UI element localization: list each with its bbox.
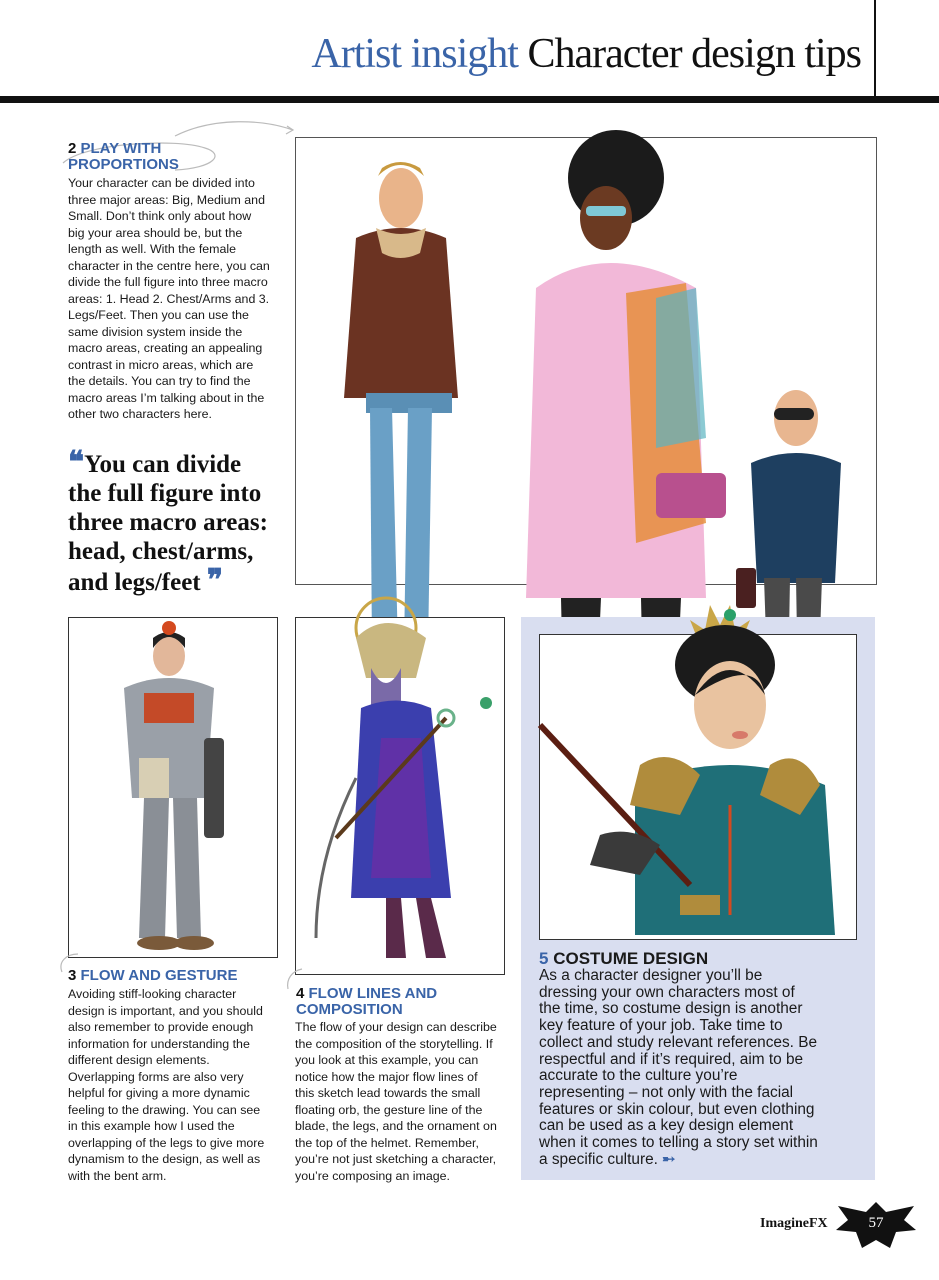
text-line: Overlapping forms are also very [68,1069,244,1084]
text-line: same division system inside the [68,324,243,339]
three-characters-frame [295,137,877,585]
text-line: Small. Don’t think only about how [68,209,252,223]
section2-title-line1: PLAY WITH [80,140,162,157]
text-line: floating orb, the gesture line of the [295,1102,483,1117]
text-line: key feature of your job. Take time to [539,1017,783,1035]
text-line: in this example how I used the [68,1119,235,1133]
text-line: also remember to provide enough [68,1020,254,1034]
text-line: the time, so costume design is another [539,1000,803,1018]
title-accent: Artist insight [311,31,518,77]
section2-title-line2: PROPORTIONS [68,156,179,173]
text-line: dynamism to the design, as well as [68,1152,261,1166]
text-line: macro areas I’m talking about in the [68,390,265,405]
text-line: divide the full figure into three macro [68,275,268,289]
three-characters-illustration [296,78,876,524]
text-line: representing – not only with the facial [539,1083,794,1101]
armored-soldier-illustration [69,618,277,957]
text-line: areas: 1. Head 2. Chest/Arms and 3. [68,291,270,306]
brand-logo: ImagineFX [760,1216,828,1231]
text-line: big your area should be, but the [68,225,243,240]
page-title [311,30,861,78]
section5-number: 5 [539,949,549,968]
quote-line: and legs/feet [68,569,201,596]
sorceress-illustration [296,598,504,954]
text-line: information for understanding the [68,1036,250,1051]
open-quote-icon: ❝ [68,446,85,479]
section3-heading [68,968,288,984]
section5-title: COSTUME DESIGN [553,949,709,968]
section5-heading [539,950,859,968]
flow-lines-frame [295,617,505,975]
text-line: you look at this example, you can [295,1053,479,1067]
continue-arrow-icon: ➸ [662,1150,676,1168]
text-line: Your character can be divided into [68,176,255,190]
text-line: three major areas: Big, Medium and [68,192,265,207]
text-line: contrast in micro areas, which are [68,357,254,372]
text-line: notice how the major flow lines of [295,1069,478,1084]
text-line: different design elements. [68,1053,210,1067]
section4-number: 4 [296,985,305,1002]
text-line: this sketch lead towards the small [295,1086,481,1100]
text-line: overlapping of the legs to give more [68,1135,265,1150]
section4-body [295,1019,517,1184]
close-quote-icon: ❞ [206,564,224,597]
text-line: dressing your own characters most of [539,983,795,1001]
text-line: As a character designer you’ll be [539,967,763,984]
text-line: a specific culture. [539,1150,658,1168]
section3-number: 3 [68,967,77,984]
page-number: 57 [868,1215,884,1231]
text-line: you’re not just sketching a character, [295,1152,497,1166]
text-line: The flow of your design can describe [295,1020,497,1034]
section5-body [539,968,869,1168]
text-line: the composition of the storytelling. If [295,1036,493,1051]
text-line: can be used as a key design element [539,1117,794,1135]
quote-line: three macro areas: [68,509,268,536]
text-line: macro areas, creating an appealing [68,341,263,355]
text-line: the top of the helmet. Remember, [295,1135,479,1150]
text-line: other two characters here. [68,407,212,421]
section2-number: 2 [68,140,77,157]
section4-title-line2: COMPOSITION [296,1001,403,1018]
section2-heading [68,141,288,173]
quote-line: head, chest/arms, [68,538,254,565]
text-line: Avoiding stiff-looking character [68,987,237,1001]
text-line: respectful and if it’s required, aim to be [539,1050,804,1068]
section3-body [68,986,290,1184]
quote-line: You can divide [84,451,242,478]
section3-title: FLOW AND GESTURE [80,967,238,984]
section2-body [68,175,288,423]
text-line: the details. You can try to find the [68,374,251,388]
text-line: character in the centre here, you can [68,258,270,273]
pull-quote [68,448,293,597]
text-line: design is important, and you should [68,1003,263,1018]
text-line: with the bent arm. [68,1168,167,1183]
text-line: length as well. With the female [68,242,237,256]
quote-line: the full figure into [68,480,262,507]
text-line: when it comes to telling a story set within [539,1134,818,1152]
section4-title-line1: FLOW LINES AND [308,985,438,1002]
text-line: features or skin colour, but even clothing [539,1100,815,1118]
text-line: accurate to the culture you’re [539,1067,738,1085]
warrior-princess-illustration [540,595,856,899]
text-line: you’re composing an image. [295,1168,450,1183]
section4-heading [296,986,516,1018]
flow-gesture-frame [68,617,278,958]
text-line: Legs/Feet. Then you can use the [68,308,249,322]
costume-frame [539,634,857,940]
text-line: feeling to the drawing. You can see [68,1102,261,1117]
title-main: Character design tips [527,31,861,77]
text-line: collect and study relevant references. Be [539,1033,818,1051]
text-line: helpful for giving a more dynamic [68,1086,250,1100]
text-line: blade, the legs, and the ornament on [295,1119,497,1133]
